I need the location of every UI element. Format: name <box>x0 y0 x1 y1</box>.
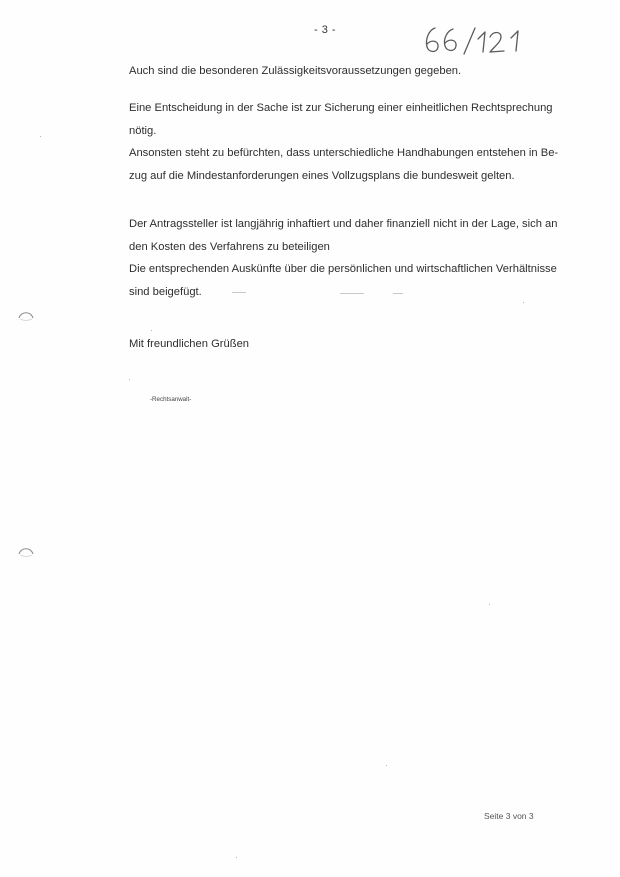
text-line: Der Antragssteller ist langjährig inhaftiert und daher finanziell nicht in der Lage, sich an <box>129 218 558 230</box>
punch-hole-icon <box>16 306 36 326</box>
text-line: nötig. <box>129 124 157 137</box>
text-line: sind beigefügt. <box>129 285 202 298</box>
text-line: zug auf die Mindestanforderungen eines Vollzugsplans die bundesweit gelten. <box>129 169 515 182</box>
text-line: Mit freundlichen Grüßen <box>129 338 250 350</box>
scan-artifact <box>393 293 403 294</box>
paragraph-uniform-jurisdiction <box>129 97 575 187</box>
scan-artifact <box>232 292 246 293</box>
punch-hole-icon <box>16 542 36 562</box>
page-footer: Seite 3 von 3 <box>484 811 534 821</box>
paragraph-admissibility <box>129 60 575 83</box>
text-line: Ansonsten steht zu befürchten, dass unterschiedliche Handhabungen entstehen in Be- <box>129 147 559 159</box>
text-line: Auch sind die besonderen Zulässigkeitsvoraussetzungen gegeben. <box>129 65 462 77</box>
closing-salutation <box>129 333 575 356</box>
handwritten-file-reference-drawing <box>420 20 540 60</box>
scan-speck <box>489 604 490 605</box>
scan-speck <box>236 857 237 858</box>
scan-speck <box>151 330 152 331</box>
text-line: Die entsprechenden Auskünfte über die persönlichen und wirtschaftlichen Verhältnisse <box>129 263 557 275</box>
text-line: den Kosten des Verfahrens zu beteiligen <box>129 240 330 253</box>
paragraph-financial-situation <box>129 213 575 303</box>
page-number: - 3 - <box>314 24 337 36</box>
scan-speck <box>129 379 130 380</box>
scan-speck <box>40 136 41 137</box>
handwritten-file-reference <box>420 20 540 65</box>
scan-speck <box>386 765 387 766</box>
signer-title: -Rechtsanwalt- <box>150 396 192 403</box>
text-line: Eine Entscheidung in der Sache ist zur Sicherung einer einheitlichen Rechtsprechung <box>129 102 553 114</box>
scan-artifact <box>340 293 364 294</box>
